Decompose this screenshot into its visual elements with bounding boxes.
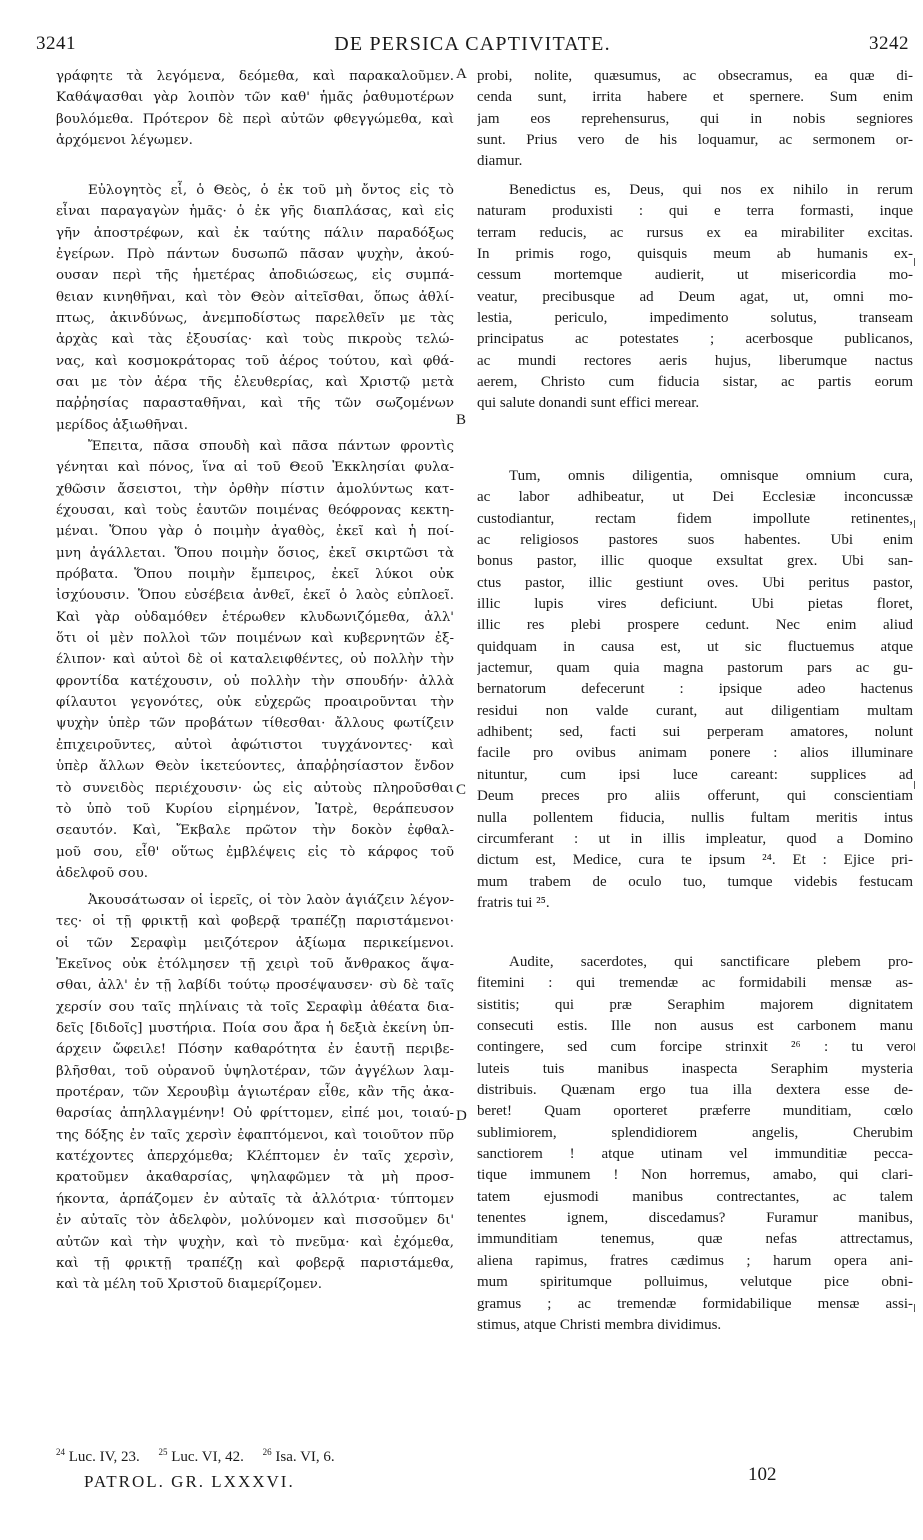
- text-line: contingere, sed cum forcipe strinxit ²⁶ : tu vero: [477, 1039, 913, 1056]
- text-line: luteis tuis manibus inaspecta Seraphim mysteria: [477, 1060, 913, 1077]
- text-line: φίλαυτοι γεγονότες, οὐκ εὐχερῶς προαιροῦνται τὴν: [56, 695, 454, 711]
- text-line: ctus pastor, illic gestiunt oves. Ubi peritus pastor,: [477, 574, 913, 591]
- text-line: Καθάψασθαι γὰρ λοιπὸν τῶν καθ' ἡμᾶς ῥαθυμοτέρων: [56, 90, 454, 106]
- margin-tick: [914, 781, 915, 789]
- footnotes: [56, 1447, 476, 1466]
- text-line: ἀρχὰς καὶ τὰς ἐξουσίας· καὶ τοὺς πικροὺς τελώ-: [56, 332, 454, 348]
- text-line: γῆν ἀποστρέφων, καὶ ἐκ ταύτης πάλιν παραδόξως: [56, 225, 454, 241]
- text-line: quidquam in causa est, ut sic fluctuemus atque: [477, 638, 913, 655]
- text-line: lestia, periculo, impedimento solutus, transeam: [477, 310, 913, 327]
- text-line: πτως, ἀκινδύνως, ἀνεμποδίστως παρελθεῖν με τὰς: [56, 311, 454, 327]
- text-line: οἱ τῶν Σεραφὶμ μειζότερον ἀξίωμα περικείμενοι.: [56, 935, 454, 951]
- text-line: νας, καὶ κοσμοκράτορας τοῦ ἀέρος τούτου, καὶ φθά-: [56, 353, 454, 369]
- text-line: qui salute donandi sunt effici merear.: [477, 395, 700, 412]
- text-line: μερίδος ἀξιωθῆναι.: [56, 417, 189, 433]
- latin-paragraph-4: [477, 952, 913, 1336]
- text-line: καὶ τῇ φρικτῇ τραπέζῃ καὶ φοβερᾷ παριστάμεθα,: [56, 1255, 454, 1271]
- text-line: Benedictus es, Deus, qui nos ex nihilo in rerum: [509, 182, 913, 198]
- text-line: fitemini : qui tremendæ ac formidabili mensæ as-: [477, 975, 913, 992]
- text-line: έλιπον· καὶ αὐτοὶ δὲ οἱ καταλειφθέντες, οὐ πολλὴν τὴν: [56, 652, 454, 668]
- text-line: Ἀκουσάτωσαν οἱ ἱερεῖς, οἱ τὸν λαὸν ἁγιάζειν λέγον-: [88, 893, 454, 908]
- text-line: stimus, atque Christi membra dividimus.: [477, 1316, 722, 1333]
- text-line: consecuti estis. Ille non ausus est carbonem manu: [477, 1018, 913, 1035]
- text-line: Deum preces pro aliis offerunt, qui conscientiam: [477, 788, 913, 805]
- text-line: ac labor adhibeatur, ut Dei Ecclesiæ inconcussæ: [477, 489, 913, 506]
- running-header: [36, 33, 909, 59]
- text-line: σαι με τὸν ἀέρα τῆς ἐλευθερίας, καὶ Χριστῷ μετὰ: [56, 375, 454, 391]
- text-line: aliena rapimus, fratres cædimus ; harum opera ani-: [477, 1252, 913, 1269]
- text-line: aerem, Christo cum fiducia sistar, ac partis eorum: [477, 374, 913, 391]
- latin-paragraph-2: [477, 180, 913, 415]
- text-line: distribuis. Quænam ergo tua illa dextera esse de-: [477, 1082, 913, 1099]
- text-line: μοῦ σου, εἶθ' οὕτως ἐμβλέψεις εἰς τὸ κάρφος τοῦ: [56, 844, 454, 860]
- text-line: ήκοντα, ἁρπάζομεν ἐν αὐταῖς τὰ ἀλλότρια· τύπτομεν: [56, 1191, 454, 1207]
- text-line: πρόβατα. Ὅπου ποιμὴν ἔμπειρος, ἐκεῖ λύκοι οὐκ: [56, 567, 454, 583]
- text-line: της δόξης ἐν ταῖς χερσὶν ἐφαπτόμενοι, καὶ τοιοῦτον πῦρ: [56, 1127, 454, 1143]
- text-line: ουσαν περὶ τῆς ἡμετέρας ἀποδιώσεως, εἰς συμπά-: [56, 268, 454, 284]
- text-line: καὶ τὰ μέλη τοῦ Χριστοῦ διαμερίζομεν.: [56, 1277, 323, 1293]
- text-line: bonus pastor, illic quoque exsultat grex. Ubi san-: [477, 553, 913, 570]
- text-line: αὐτῶν καὶ τὴν ψυχὴν, καὶ τὸ πνεῦμα· καὶ ἐχόμεθα,: [56, 1234, 454, 1250]
- text-line: γράφητε τὰ λεγόμενα, δεόμεθα, καὶ παρακαλοῦμεν.: [56, 69, 454, 84]
- text-line: adhibent; sed, facti sui perperam amatores, nolunt: [477, 724, 913, 741]
- text-line: έχουσαι, καὶ τοὺς ἑαυτῶν ποιμένας θεόφρονας κεκτη-: [56, 503, 454, 519]
- text-line: ὅτι οἱ μὲν πολλοὶ τῶν ποιμένων καὶ κυβερνητῶν ἐξ-: [56, 631, 454, 647]
- text-line: προτέραν, τῶν Χερουβὶμ ἁγιωτέραν εἶθε, κἂν τῆς ἀκα-: [56, 1085, 454, 1101]
- text-line: σεαυτόν. Καὶ, Ἔκβαλε πρῶτον τὴν δοκὸν ἐφθαλ-: [56, 823, 454, 839]
- margin-tick: [914, 1043, 915, 1051]
- margin-tick: [914, 520, 915, 528]
- greek-paragraph-1: [56, 66, 454, 151]
- text-line: tique immunem ! Non horremus, amabo, qui clari-: [477, 1167, 913, 1184]
- text-line: δεῖς [διδοῖς] μυστήρια. Ποία σου ἄρα ἡ δεξιὰ ἐκείνη ὑπ-: [56, 1021, 454, 1037]
- text-line: veatur, precibusque ad Deum agat, ut, omni mo-: [477, 288, 913, 305]
- text-line: άρχειν ὤφειλε! Πόσην καθαρότητα ἐν ἑαυτῇ περιβε-: [56, 1042, 454, 1058]
- margin-tick: [914, 1304, 915, 1312]
- text-line: θειαν κινηθῆναι, καὶ τὸν Θεὸν αἰτεῖσθαι, ὅπως ἀθλί-: [56, 289, 454, 305]
- text-line: tenentes ignem, discedamus? Furamur manibus,: [477, 1210, 913, 1227]
- footnote-25: $^{25}$ Luc. VI, 42.: [158, 1447, 244, 1465]
- text-line: ac mundi rectores aeris hujus, liberumque nactus: [477, 352, 913, 369]
- series-footer: PATROL. GR. LXXXVI.: [84, 1472, 295, 1491]
- margin-tick: [914, 258, 915, 266]
- text-line: σθαι, ἀλλ' ἐν τῇ λαβίδι τούτῳ προσέψαυσεν· σὺ δὲ ταῖς: [56, 978, 454, 994]
- text-line: sublimiorem, splendidiorem angelis, Cherubim: [477, 1124, 913, 1141]
- text-line: κατέχοντες ἀπερχόμεθα; Κλέπτομεν ἐν ταῖς χερσὶν,: [56, 1149, 454, 1165]
- greek-paragraph-3: [56, 436, 454, 884]
- footnote-24: $^{24}$ Luc. IV, 23.: [56, 1447, 140, 1465]
- text-line: In primis rogo, quisquis meum ab humanis ex-: [477, 246, 913, 263]
- greek-paragraph-2: [56, 180, 454, 436]
- text-line: βουλόμεθα. Πρότερον δὲ περὶ αὐτῶν φθεγγώμεθα, καὶ: [56, 111, 454, 127]
- text-line: fratris tui ²⁵.: [477, 894, 550, 911]
- column-number-left: 3241: [36, 33, 76, 54]
- text-line: sistitis; qui præ Seraphim majorem dignitatem: [477, 996, 913, 1013]
- text-line: τὸ ὑπὸ τοῦ Κυρίου εἰρημένον, Ἰατρὲ, θεράπευσον: [56, 801, 454, 817]
- greek-paragraph-4: [56, 890, 454, 1296]
- text-line: custodiantur, rectam fidem impollute retinentes,: [477, 510, 913, 527]
- running-title: DE PERSICA CAPTIVITATE.: [334, 33, 611, 55]
- text-line: ac religiosos pastores suos habentes. Ubi enim: [477, 532, 913, 549]
- text-line: terram reducis, ac rursus ex ea mirabiliter excitas.: [477, 224, 913, 241]
- text-line: γένηται καὶ πόνος, ἵνα αἱ τοῦ Θεοῦ Ἐκκλησίαι φυλα-: [56, 460, 454, 476]
- text-line: ἀδελφοῦ σου.: [56, 865, 148, 881]
- text-line: θαρσίας ἀπηλλαγμένην! Οὐ φρίττομεν, εἰπέ μοι, τοιαύ-: [56, 1106, 454, 1122]
- text-line: ἐπιχειροῦντες, αὐτοὶ ἀφώτιστοι τυγχάνοντες· καὶ: [56, 737, 454, 753]
- margin-letter-b: B: [456, 412, 467, 428]
- text-line: παῤῥησίας παρασταθῆναι, καὶ τῆς τῶν σωζομένων: [56, 396, 454, 412]
- text-line: jactemur, quam quia magna pastorum pars ac gu-: [477, 660, 913, 677]
- text-line: ψυχὴν ὑπὲρ τῶν προβάτων τίθεσθαι· ἄλλους φωτίζειν: [56, 716, 454, 732]
- text-line: sanctiorem ! atque utinam vel immunditiæ pecca-: [477, 1146, 913, 1163]
- margin-letter-c: C: [456, 782, 467, 798]
- text-line: illic res plebi prospere cedunt. Nec enim aliud: [477, 617, 913, 634]
- text-line: Καὶ γὰρ οὐδαμόθεν ἑτέρωθεν κλυδωνιζόμεθα, ἀλλ': [56, 609, 454, 625]
- text-line: cenda sunt, irrita habere et spernere. Sum enim: [477, 89, 913, 106]
- text-line: illic lupis vires deficiunt. Ubi pietas floret,: [477, 596, 913, 613]
- text-line: χερσίν σου ταῖς πηλίναις τὰ τοῖς Σεραφὶμ ἀθέατα δια-: [56, 999, 454, 1015]
- text-line: diamur.: [477, 153, 523, 170]
- text-line: naturam produxisti : qui e terra formasti, inque: [477, 203, 913, 220]
- margin-letter-a: A: [456, 66, 467, 82]
- text-line: χθῶσιν ἄσειστοι, τὴν ὀρθὴν πίστιν ἀμολύντως κατ-: [56, 481, 454, 497]
- text-line: ἐν αὐταῖς τὸν ἀδελφὸν, μολύνομεν καὶ πισσοῦμεν δι': [56, 1213, 454, 1229]
- text-line: gramus ; ac tremendæ formidabilique mensæ assi-: [477, 1295, 913, 1312]
- text-line: τὸ συνειδὸς περιέχουσιν· ὡς εἰς αὐτοὺς πληροῦσθαι: [56, 780, 454, 796]
- text-line: facile pro ovibus animam ponere : alios illuminare: [477, 745, 913, 762]
- text-line: principatus ac potestates ; acerbosque publicanos,: [477, 331, 913, 348]
- text-line: φροντίδα κατέχουσιν, οὐ πολλὴν τὴν σπουδήν· ἀλλὰ: [56, 673, 454, 689]
- text-line: Ἔπειτα, πᾶσα σπουδὴ καὶ πᾶσα πάντων φροντὶς: [88, 439, 454, 454]
- text-line: tatem ejusmodi manibus contrectantes, ac talem: [477, 1188, 913, 1205]
- text-line: probi, nolite, quæsumus, ac obsecramus, ea quæ di-: [477, 68, 913, 84]
- footnote-26: $^{26}$ Isa. VI, 6.: [262, 1447, 335, 1465]
- text-line: jam eos reprehensurus, qui in nobis segniores: [477, 110, 913, 127]
- latin-paragraph-3: [477, 466, 913, 914]
- text-line: bernatorum defecerunt : ipsique adeo hactenus: [477, 681, 913, 698]
- text-line: εἶναι παραγαγὼν ἡμᾶς· ὁ ἐκ γῆς διαπλάσας, καὶ εἰς: [56, 204, 454, 220]
- text-line: nulla pollentem fiducia, nullis fultam meritis intus: [477, 809, 913, 826]
- text-line: μνη ἀγάλλεται. Ὅπου ποιμὴν ὅσιος, ἐκεῖ σκιρτῶσι τὰ: [56, 545, 454, 561]
- text-line: residui non valde curant, aut diligentiam multam: [477, 702, 913, 719]
- column-number-right: 3242: [869, 33, 909, 54]
- text-line: μέναι. Ὅπου γὰρ ὁ ποιμὴν ἀγαθὸς, ἐκεῖ καὶ ἡ ποί-: [56, 524, 454, 540]
- text-line: ἐγείρων. Πρὸ πάντων δυσωπῶ πᾶσαν ψυχὴν, ἀκού-: [56, 247, 454, 263]
- text-line: immunditiam tenemus, quæ nefas attrectamus,: [477, 1231, 913, 1248]
- text-line: βλῆσθαι, τοῦ οὐρανοῦ ὑψηλοτέραν, τῶν ἀγγέλων λαμ-: [56, 1063, 454, 1079]
- text-line: cessum mortemque audierit, ut misericordia mo-: [477, 267, 913, 284]
- text-line: mum trabem de oculo tuo, tumque videbis festucam: [477, 873, 913, 890]
- latin-paragraph-1: [477, 66, 913, 173]
- text-line: τες· οἱ τῇ φρικτῇ καὶ φοβερᾷ τραπέζῃ παριστάμενοι·: [56, 914, 454, 930]
- text-line: nituntur, cum ipsi luce careant: supplices ad: [477, 766, 913, 783]
- text-line: Audite, sacerdotes, qui sanctificare plebem pro-: [509, 954, 913, 970]
- text-line: κρατοῦμεν ἀκαθαρσίας, ψηλαφῶμεν τὰ μὴ προσ-: [56, 1170, 454, 1186]
- text-line: Tum, omnis diligentia, omnisque omnium cura,: [509, 468, 913, 484]
- text-line: circumferant : ut in illis impleatur, quod a Domino: [477, 830, 913, 847]
- margin-letter-d: D: [456, 1108, 467, 1124]
- text-line: beret! Quam oporteret præferre munditiam, cœlo: [477, 1103, 913, 1120]
- text-line: sunt. Prius vero de his loquamur, ac sermonem or-: [477, 132, 913, 149]
- page-number: 102: [748, 1464, 777, 1485]
- text-line: ἰσχύουσιν. Ὅπου εὐσέβεια ἀνθεῖ, ἐκεῖ ὁ λαὸς εὐπλοεῖ.: [56, 588, 454, 604]
- text-line: ὑπὲρ ἄλλων Θεὸν ἱκετεύοντες, ἀπαῤῥησίαστον ἔνδον: [56, 759, 454, 775]
- text-line: ἀρχόμενοι λέγωμεν.: [56, 133, 193, 149]
- text-line: Ἐκεῖνος οὐκ ἐτόλμησεν τῇ χειρὶ τοῦ ἄνθρακος ἅψα-: [56, 957, 454, 973]
- text-line: mum spiritumque polluimus, velutque pice obni-: [477, 1274, 913, 1291]
- text-line: Εὐλογητὸς εἶ, ὁ Θεὸς, ὁ ἐκ τοῦ μὴ ὄντος εἰς τὸ: [88, 183, 454, 198]
- text-line: dictum est, Medice, cura te ipsum ²⁴. Et : Ejice pri-: [477, 852, 913, 869]
